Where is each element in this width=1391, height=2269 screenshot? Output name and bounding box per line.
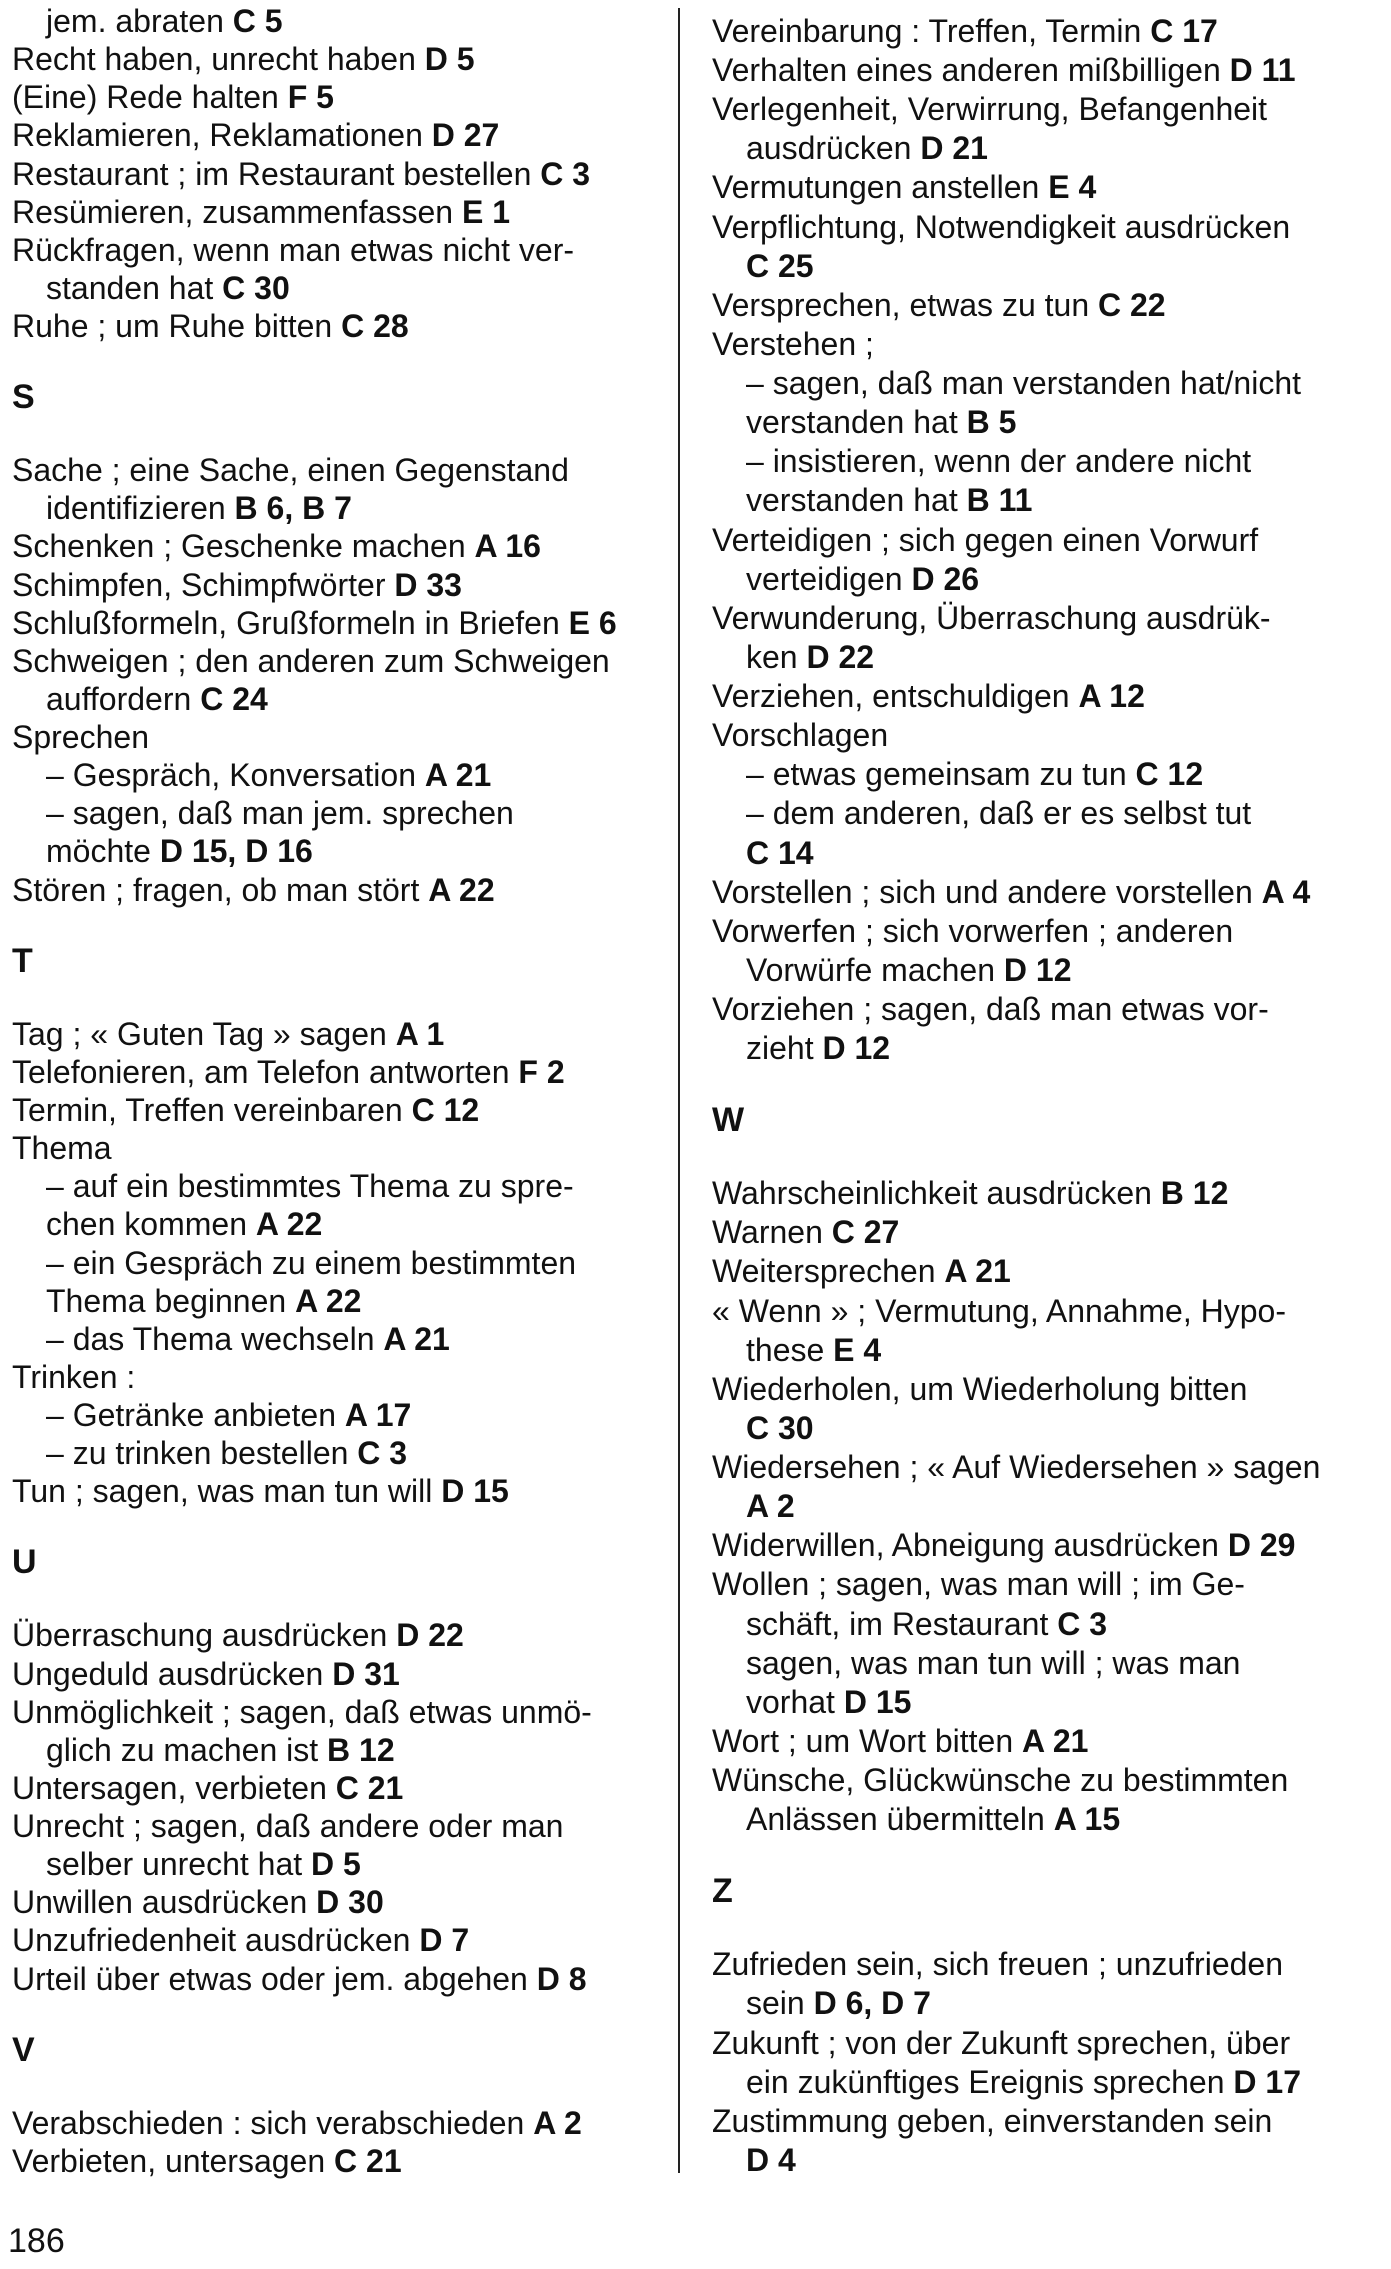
entry-text: Unwillen ausdrücken xyxy=(12,1884,317,1921)
entry-text: Trinken : xyxy=(12,1358,136,1395)
entry-text: Überraschung ausdrücken xyxy=(12,1617,397,1654)
column-divider xyxy=(678,8,680,2173)
entry-text: chen kommen xyxy=(46,1206,256,1243)
entry-text: Wollen ; sagen, was man will ; im Ge- xyxy=(712,1566,1245,1603)
index-entry-line xyxy=(746,2141,796,2179)
entry-text: Wort ; um Wort bitten xyxy=(712,1722,1023,1759)
entry-reference: C 22 xyxy=(1098,286,1166,323)
entry-reference: A 2 xyxy=(533,2104,582,2141)
entry-text: verstanden hat xyxy=(746,482,967,519)
entry-reference: F 5 xyxy=(287,79,334,116)
entry-reference: A 16 xyxy=(474,528,541,565)
index-entry-line xyxy=(12,40,475,78)
entry-text: ein zukünftiges Ereignis sprechen xyxy=(746,2063,1234,2100)
index-entry-line xyxy=(46,794,514,832)
index-entry-line xyxy=(712,12,1218,50)
entry-text: Ruhe ; um Ruhe bitten xyxy=(12,308,342,345)
index-entry-line xyxy=(712,677,1145,715)
entry-text: ausdrücken xyxy=(746,130,921,167)
index-entry-line xyxy=(746,1605,1107,1643)
index-entry-line xyxy=(12,1015,444,1053)
entry-text: Termin, Treffen vereinbaren xyxy=(12,1092,412,1128)
entry-reference: D 30 xyxy=(316,1884,384,1921)
index-entry-line xyxy=(12,1472,509,1510)
entry-text: Zufrieden sein, sich freuen ; unzufrieden xyxy=(712,1946,1283,1983)
entry-text: Resümieren, zusammenfassen xyxy=(12,193,462,230)
entry-text: these xyxy=(746,1331,834,1368)
index-entry-line xyxy=(12,2104,582,2142)
entry-reference: C 12 xyxy=(411,1092,480,1128)
entry-text: Reklamieren, Reklamationen xyxy=(12,117,432,154)
index-entry-line xyxy=(712,521,1258,559)
index-entry-line xyxy=(746,755,1203,793)
entry-text: Tun ; sagen, was man tun will xyxy=(12,1473,442,1510)
index-entry-line xyxy=(712,168,1096,206)
entry-text: zieht xyxy=(746,1030,823,1067)
entry-reference: C 3 xyxy=(357,1435,408,1472)
entry-text: sein xyxy=(746,1985,814,2022)
index-entry-line xyxy=(12,527,541,565)
entry-reference: D 11 xyxy=(1229,52,1296,89)
index-entry-line xyxy=(746,481,1032,519)
entry-reference: D 7 xyxy=(419,1922,470,1959)
entry-text: glich zu machen ist xyxy=(46,1731,328,1768)
entry-text: Wünsche, Glückwünsche zu bestimmten xyxy=(712,1762,1289,1799)
entry-reference: D 5 xyxy=(424,41,475,78)
entry-text: Widerwillen, Abneigung ausdrücken xyxy=(712,1527,1228,1564)
index-entry-line xyxy=(712,1722,1088,1760)
entry-text: Verlegenheit, Verwirrung, Befangenheit xyxy=(712,91,1268,128)
entry-text: Weitersprechen xyxy=(712,1253,945,1290)
entry-text: standen hat xyxy=(46,269,223,306)
entry-reference: D 8 xyxy=(536,1960,587,1997)
index-entry-line xyxy=(712,51,1295,89)
entry-reference: A 21 xyxy=(424,757,492,794)
entry-reference: D 31 xyxy=(332,1655,400,1692)
entry-reference: C 21 xyxy=(335,1769,404,1806)
entry-reference: D 4 xyxy=(746,2141,796,2178)
entry-reference: A 17 xyxy=(344,1397,412,1434)
entry-text: – ein Gespräch zu einem bestimmten xyxy=(46,1244,577,1281)
entry-text: – das Thema wechseln xyxy=(46,1320,384,1357)
entry-text: Vereinbarung : Treffen, Termin xyxy=(712,13,1151,49)
entry-text: Anlässen übermitteln xyxy=(746,1801,1054,1838)
entry-reference: C 12 xyxy=(1135,756,1204,793)
entry-reference: A 2 xyxy=(746,1488,795,1525)
index-entry-line xyxy=(12,2142,402,2180)
entry-reference: A 22 xyxy=(295,1282,362,1319)
index-entry-line xyxy=(746,1984,931,2022)
entry-text: Untersagen, verbieten xyxy=(12,1769,336,1806)
index-entry-line xyxy=(12,1883,384,1921)
index-entry-line xyxy=(46,1396,411,1434)
entry-reference: D 29 xyxy=(1227,1527,1296,1564)
index-entry-line xyxy=(712,1370,1247,1408)
index-entry-line xyxy=(746,834,814,872)
entry-text: Warnen xyxy=(712,1214,832,1251)
entry-text: « Wenn » ; Vermutung, Annahme, Hypo- xyxy=(712,1292,1286,1329)
index-entry-line xyxy=(12,1693,592,1731)
index-entry-line xyxy=(712,325,874,363)
index-entry-line xyxy=(12,78,334,116)
index-entry-line xyxy=(746,794,1251,832)
entry-reference: A 21 xyxy=(944,1253,1011,1290)
index-entry-line xyxy=(746,1029,890,1067)
entry-text: Versprechen, etwas zu tun xyxy=(712,286,1098,323)
entry-reference: C 5 xyxy=(232,3,283,39)
index-entry-line xyxy=(746,951,1072,989)
entry-text: Unmöglichkeit ; sagen, daß etwas unmö- xyxy=(12,1693,592,1730)
entry-reference: A 1 xyxy=(395,1015,445,1052)
entry-reference: C 27 xyxy=(831,1214,900,1251)
entry-text: – sagen, daß man verstanden hat/nicht xyxy=(746,365,1302,402)
entry-text: Vorwerfen ; sich vorwerfen ; anderen xyxy=(712,912,1234,949)
index-entry-line xyxy=(12,1091,479,1129)
index-entry-line xyxy=(46,680,268,718)
entry-reference: B 12 xyxy=(1160,1175,1229,1212)
entry-text: identifizieren xyxy=(46,490,235,527)
index-entry-line xyxy=(712,90,1267,128)
index-entry-line xyxy=(12,155,590,193)
section-letter: T xyxy=(12,941,33,980)
entry-text: Recht haben, unrecht haben xyxy=(12,41,425,78)
index-entry-line xyxy=(746,1331,881,1369)
entry-reference: D 21 xyxy=(920,130,988,167)
entry-text: Telefonieren, am Telefon antworten xyxy=(12,1053,519,1090)
index-entry-line xyxy=(12,1358,135,1396)
entry-text: Wiedersehen ; « Auf Wiedersehen » sagen xyxy=(712,1449,1321,1486)
entry-reference: C 28 xyxy=(341,308,409,345)
entry-reference: B 11 xyxy=(966,482,1033,519)
index-entry-line xyxy=(746,638,874,676)
entry-text: Zustimmung geben, einverstanden sein xyxy=(712,2102,1273,2139)
index-entry-line xyxy=(12,871,495,909)
entry-reference: A 22 xyxy=(428,871,495,908)
entry-text: Tag ; « Guten Tag » sagen xyxy=(12,1015,396,1052)
index-entry-line xyxy=(712,599,1271,637)
index-entry-line xyxy=(12,193,510,231)
index-entry-line xyxy=(12,231,574,269)
entry-text: Thema xyxy=(12,1130,112,1167)
index-entry-line xyxy=(46,1205,322,1243)
entry-reference: E 4 xyxy=(833,1331,882,1368)
entry-text: verstanden hat xyxy=(746,404,967,441)
index-entry-line xyxy=(12,1769,403,1807)
entry-text: Schimpfen, Schimpfwörter xyxy=(12,566,395,603)
index-entry-line xyxy=(746,1409,814,1447)
index-entry-line xyxy=(46,1320,450,1358)
index-entry-line xyxy=(712,1213,899,1251)
section-letter: S xyxy=(12,378,35,417)
entry-text: – sagen, daß man jem. sprechen xyxy=(46,795,514,832)
entry-reference: C 14 xyxy=(746,834,814,871)
entry-reference: D 15, D 16 xyxy=(159,833,313,870)
entry-text: Unzufriedenheit ausdrücken xyxy=(12,1922,420,1959)
index-entry-line xyxy=(712,716,888,754)
index-entry-line xyxy=(746,247,814,285)
index-entry-line xyxy=(12,1960,587,1998)
entry-text: – Gespräch, Konversation xyxy=(46,757,425,794)
entry-reference: A 22 xyxy=(255,1206,323,1243)
entry-reference: D 12 xyxy=(822,1030,891,1067)
entry-text: Verteidigen ; sich gegen einen Vorwurf xyxy=(712,521,1259,558)
entry-text: Thema beginnen xyxy=(46,1282,296,1319)
entry-text: Vorziehen ; sagen, daß man etwas vor- xyxy=(712,991,1269,1027)
entry-text: – dem anderen, daß er es selbst tut xyxy=(746,795,1252,832)
entry-reference: D 5 xyxy=(311,1846,361,1883)
entry-text: Zukunft ; von der Zukunft sprechen, über xyxy=(712,2024,1291,2061)
entry-reference: C 3 xyxy=(540,155,591,192)
index-entry-line xyxy=(46,489,352,527)
entry-text: Verpflichtung, Notwendigkeit ausdrücken xyxy=(712,208,1291,245)
entry-text: verteidigen xyxy=(746,560,912,597)
entry-text: Vorstellen ; sich und andere vorstellen xyxy=(712,873,1262,910)
section-letter: U xyxy=(12,1543,37,1582)
entry-reference: C 30 xyxy=(222,269,290,306)
entry-text: schäft, im Restaurant xyxy=(746,1605,1058,1642)
index-entry-line xyxy=(46,2,283,40)
entry-reference: E 6 xyxy=(568,604,617,641)
index-entry-line xyxy=(712,1761,1288,1799)
index-entry-line xyxy=(12,1129,112,1167)
entry-text: ken xyxy=(746,638,807,675)
index-entry-line xyxy=(12,1921,469,1959)
entry-reference: D 17 xyxy=(1233,2063,1301,2100)
index-entry-line xyxy=(12,1616,464,1654)
entry-text: Schweigen ; den anderen zum Schweigen xyxy=(12,642,610,679)
section-letter: Z xyxy=(712,1872,733,1911)
entry-text: Verabschieden : sich verabschieden xyxy=(12,2104,534,2141)
index-entry-line xyxy=(712,1174,1228,1212)
index-entry-line xyxy=(746,442,1251,480)
entry-reference: A 4 xyxy=(1261,873,1311,910)
index-entry-line xyxy=(46,756,491,794)
index-entry-line xyxy=(746,560,979,598)
entry-reference: E 1 xyxy=(461,193,510,230)
entry-text: Schenken ; Geschenke machen xyxy=(12,528,475,565)
entry-text: Verziehen, entschuldigen xyxy=(712,678,1079,715)
entry-reference: C 3 xyxy=(1057,1605,1108,1642)
index-entry-line xyxy=(712,1252,1011,1290)
entry-text: Verhalten eines anderen mißbilligen xyxy=(712,52,1230,89)
entry-text: Ungeduld ausdrücken xyxy=(12,1655,333,1692)
entry-reference: B 6, B 7 xyxy=(234,490,352,527)
entry-text: Unrecht ; sagen, daß andere oder man xyxy=(12,1808,564,1845)
index-entry-line xyxy=(12,566,462,604)
index-entry-line xyxy=(712,1945,1283,1983)
entry-text: Schlußformeln, Grußformeln in Briefen xyxy=(12,604,569,641)
entry-text: auffordern xyxy=(46,680,201,717)
entry-text: sagen, was man tun will ; was man xyxy=(746,1644,1241,1681)
index-entry-line xyxy=(712,208,1290,246)
entry-text: Wahrscheinlichkeit ausdrücken xyxy=(712,1175,1161,1212)
index-entry-line xyxy=(712,873,1310,911)
entry-reference: B 5 xyxy=(966,404,1017,441)
entry-text: vorhat xyxy=(746,1683,844,1720)
entry-reference: C 30 xyxy=(746,1409,814,1446)
index-entry-line xyxy=(712,1448,1320,1486)
entry-text: Vorschlagen xyxy=(712,717,889,754)
index-entry-line xyxy=(712,2102,1272,2140)
entry-text: jem. abraten xyxy=(46,3,233,39)
index-entry-line xyxy=(46,832,313,870)
entry-text: Verbieten, untersagen xyxy=(12,2142,335,2179)
entry-reference: A 21 xyxy=(383,1320,450,1357)
index-entry-line xyxy=(12,451,569,489)
entry-reference: C 21 xyxy=(334,2142,402,2179)
index-entry-line xyxy=(46,1434,407,1472)
entry-text: – Getränke anbieten xyxy=(46,1397,345,1434)
entry-reference: D 33 xyxy=(394,566,462,603)
entry-reference: C 17 xyxy=(1150,13,1218,49)
index-entry-line xyxy=(12,1807,563,1845)
entry-text: Verwunderung, Überraschung ausdrük- xyxy=(712,599,1271,636)
index-entry-line xyxy=(46,1244,576,1282)
index-entry-line xyxy=(46,269,290,307)
section-letter: W xyxy=(712,1101,745,1140)
index-entry-line xyxy=(12,1655,400,1693)
index-entry-line xyxy=(746,1800,1120,1838)
index-entry-line xyxy=(46,1731,395,1769)
entry-text: selber unrecht hat xyxy=(46,1846,312,1883)
index-entry-line xyxy=(712,286,1166,324)
entry-text: Stören ; fragen, ob man stört xyxy=(12,871,429,908)
index-entry-line xyxy=(46,1167,574,1205)
entry-reference: D 22 xyxy=(396,1617,464,1654)
index-entry-line xyxy=(12,116,499,154)
entry-reference: A 12 xyxy=(1078,678,1145,715)
index-entry-line xyxy=(712,2024,1290,2062)
entry-text: – zu trinken bestellen xyxy=(46,1435,358,1472)
index-entry-line xyxy=(746,403,1016,441)
index-entry-line xyxy=(712,1565,1245,1603)
index-entry-line xyxy=(746,1644,1240,1682)
entry-reference: D 27 xyxy=(431,117,500,154)
index-entry-line xyxy=(12,718,149,756)
entry-reference: A 15 xyxy=(1053,1801,1121,1838)
index-entry-line xyxy=(12,307,409,345)
entry-reference: D 6, D 7 xyxy=(813,1985,931,2022)
entry-text: möchte xyxy=(46,833,160,870)
index-entry-line xyxy=(712,990,1269,1028)
entry-text: – insistieren, wenn der andere nicht xyxy=(746,443,1252,480)
entry-reference: F 2 xyxy=(518,1053,565,1090)
entry-reference: D 12 xyxy=(1003,951,1072,988)
index-entry-line xyxy=(746,1683,911,1721)
entry-reference: D 22 xyxy=(806,638,875,675)
entry-text: Restaurant ; im Restaurant bestellen xyxy=(12,155,541,192)
entry-text: – etwas gemeinsam zu tun xyxy=(746,756,1136,793)
entry-reference: D 26 xyxy=(911,560,980,597)
index-entry-line xyxy=(746,364,1301,402)
entry-reference: C 24 xyxy=(200,680,268,717)
index-entry-line xyxy=(712,912,1233,950)
index-entry-line xyxy=(712,1292,1286,1330)
entry-text: – auf ein bestimmtes Thema zu spre- xyxy=(46,1168,574,1205)
page-number: 186 xyxy=(8,2222,65,2260)
index-entry-line xyxy=(46,1845,361,1883)
entry-text: Vermutungen anstellen xyxy=(712,169,1049,206)
entry-text: Sprechen xyxy=(12,719,149,756)
index-entry-line xyxy=(712,1526,1295,1564)
index-entry-line xyxy=(746,2063,1301,2101)
entry-text: Verstehen ; xyxy=(712,325,874,362)
index-entry-line xyxy=(746,129,988,167)
entry-reference: B 12 xyxy=(327,1731,395,1768)
entry-text: Urteil über etwas oder jem. abgehen xyxy=(12,1960,537,1997)
index-entry-line xyxy=(12,642,610,680)
entry-reference: C 25 xyxy=(746,247,814,284)
entry-reference: D 15 xyxy=(843,1683,912,1720)
index-entry-line xyxy=(46,1282,361,1320)
index-entry-line xyxy=(12,1053,565,1091)
section-letter: V xyxy=(12,2030,35,2069)
entry-text: Vorwürfe machen xyxy=(746,951,1004,988)
index-entry-line xyxy=(746,1487,795,1525)
entry-text: (Eine) Rede halten xyxy=(12,79,288,116)
entry-reference: D 15 xyxy=(441,1473,509,1510)
entry-text: Wiederholen, um Wiederholung bitten xyxy=(712,1370,1248,1407)
entry-text: Rückfragen, wenn man etwas nicht ver- xyxy=(12,231,575,268)
entry-reference: E 4 xyxy=(1048,169,1097,206)
entry-text: Sache ; eine Sache, einen Gegenstand xyxy=(12,452,569,489)
index-entry-line xyxy=(12,604,617,642)
entry-reference: A 21 xyxy=(1022,1722,1089,1759)
